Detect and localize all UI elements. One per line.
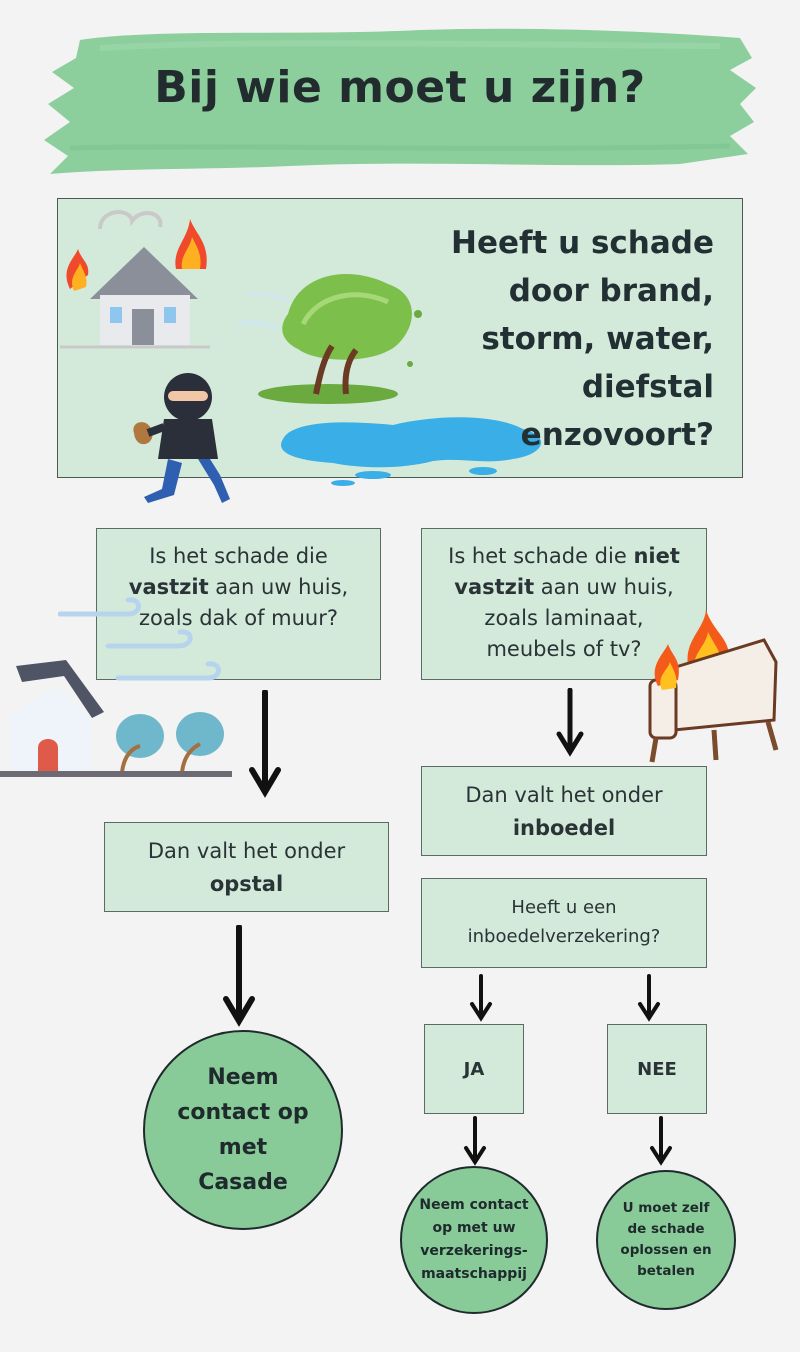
arrow-down-icon	[648, 1116, 674, 1166]
insurer-line: verzekerings-	[420, 1243, 528, 1259]
insurer-line: maatschappij	[421, 1266, 527, 1282]
loose-q-bold-niet: niet	[633, 544, 680, 568]
inboedel-line2: inboedel	[512, 816, 616, 840]
loose-q-line3: zoals laminaat,	[484, 606, 644, 630]
opstal-result	[104, 822, 389, 912]
arrow-down-icon	[636, 974, 662, 1022]
casade-line: met	[218, 1135, 268, 1160]
outcome-insurer	[400, 1166, 548, 1314]
casade-line: Casade	[198, 1170, 288, 1195]
self-line: betalen	[637, 1263, 695, 1279]
self-line: U moet zelf	[622, 1200, 710, 1216]
hero-question-line: enzovoort?	[520, 417, 714, 453]
inboedel-line1: Dan valt het onder	[465, 783, 663, 807]
loose-q-bold-vastzit: vastzit	[454, 575, 535, 599]
opstal-line1: Dan valt het onder	[147, 839, 346, 863]
arrow-down-icon	[222, 925, 256, 1027]
casade-line: Neem	[207, 1065, 279, 1090]
loose-q-line2-rest: aan uw huis,	[534, 575, 674, 599]
hero-question	[384, 219, 714, 459]
outcome-self	[596, 1170, 736, 1310]
fixed-q-line2-rest: aan uw huis,	[208, 575, 349, 599]
insurer-line: Neem contact	[419, 1197, 529, 1213]
answer-yes-label: JA	[463, 1058, 485, 1080]
answer-no	[607, 1024, 707, 1114]
hero-question-line: door brand,	[508, 273, 714, 309]
loose-q-line2	[422, 572, 706, 603]
burning-house-icon	[60, 199, 230, 359]
loose-q-line4: meubels of tv?	[486, 637, 642, 661]
arrow-down-icon	[554, 688, 586, 758]
insurance-q-line2: inboedelverzekering?	[467, 926, 661, 947]
self-line: de schade	[627, 1221, 705, 1237]
burning-chair-icon	[644, 610, 786, 768]
inboedel-result	[421, 766, 707, 856]
insurer-line: op met uw	[432, 1220, 516, 1236]
arrow-down-icon	[248, 690, 282, 800]
arrow-down-icon	[462, 1116, 488, 1166]
insurance-q-line1: Heeft u een	[511, 897, 617, 918]
fixed-q-line1: Is het schade die	[149, 544, 328, 568]
self-line: oplossen en	[620, 1242, 712, 1258]
arrow-down-icon	[468, 974, 494, 1022]
fixed-q-bold: vastzit	[128, 575, 209, 599]
hero-question-line: storm, water,	[481, 321, 714, 357]
burglar-icon	[128, 371, 238, 506]
hero-panel	[57, 198, 743, 478]
loose-q-line1-start: Is het schade die	[448, 544, 634, 568]
fixed-q-line3: zoals dak of muur?	[139, 606, 338, 630]
insurance-question	[421, 878, 707, 968]
hero-question-line: diefstal	[581, 369, 714, 405]
casade-line: contact op	[177, 1100, 309, 1125]
storm-house-icon	[0, 656, 235, 781]
page-title: Bij wie moet u zijn?	[154, 62, 646, 113]
outcome-casade	[143, 1030, 343, 1230]
answer-no-label: NEE	[637, 1058, 677, 1080]
hero-question-line: Heeft u schade	[451, 225, 714, 261]
answer-yes	[424, 1024, 524, 1114]
opstal-line2: opstal	[209, 872, 284, 896]
loose-q-line1	[422, 541, 706, 572]
